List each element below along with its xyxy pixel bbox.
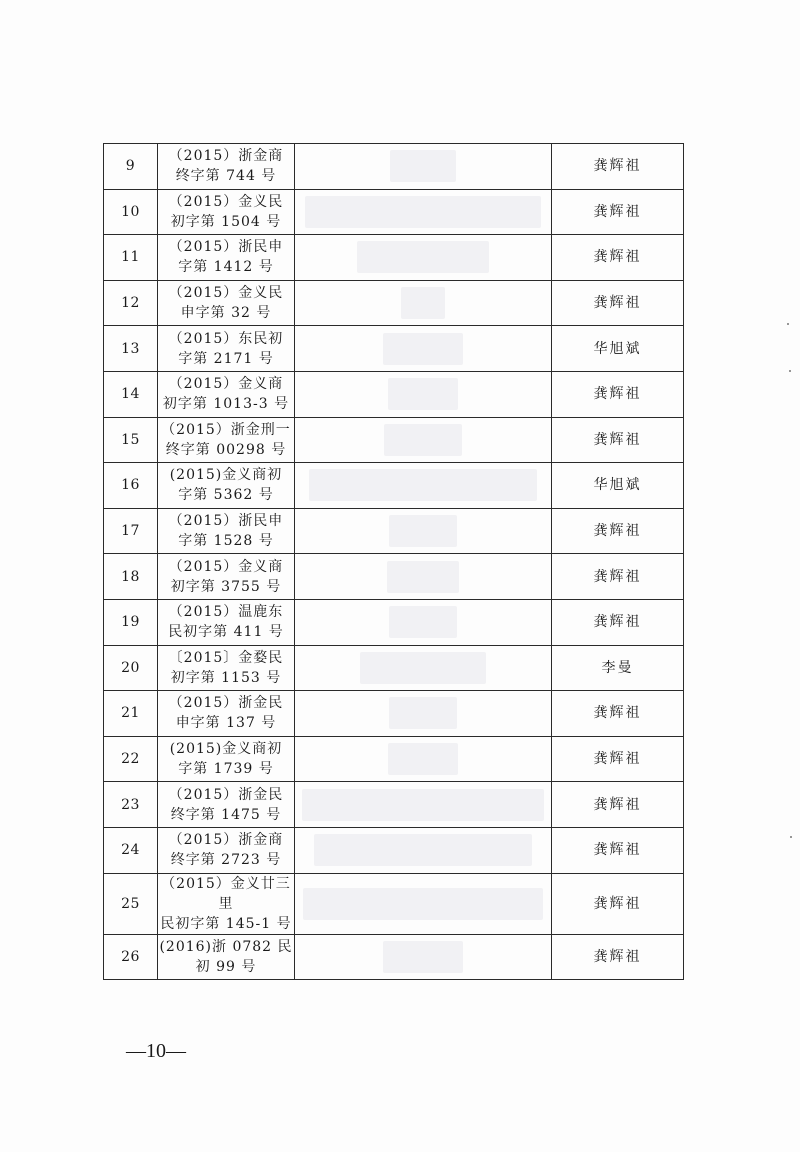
table-row — [104, 736, 684, 782]
row-number: 22 — [104, 736, 158, 782]
row-number: 10 — [104, 189, 158, 235]
judge-name: 龚辉祖 — [552, 371, 684, 417]
judge-name: 龚辉祖 — [552, 554, 684, 600]
redacted-party-cell — [295, 782, 552, 828]
table-row — [104, 782, 684, 828]
redacted-party-cell — [295, 645, 552, 691]
redacted-party-cell — [295, 463, 552, 509]
table-row — [104, 235, 684, 281]
row-number: 26 — [104, 934, 158, 980]
redacted-party-cell — [295, 934, 552, 980]
table-row — [104, 371, 684, 417]
judge-name: 龚辉祖 — [552, 144, 684, 190]
case-number: （2015）浙民申 字第 1412 号 — [158, 235, 295, 281]
case-number: （2015）浙金民 终字第 1475 号 — [158, 782, 295, 828]
case-number: （2015）浙金商 终字第 2723 号 — [158, 827, 295, 873]
row-number: 18 — [104, 554, 158, 600]
judge-name: 华旭斌 — [552, 463, 684, 509]
redacted-party-cell — [295, 144, 552, 190]
table-row — [104, 144, 684, 190]
page-number: —10— — [126, 1040, 186, 1062]
case-number: （2015）金义民 初字第 1504 号 — [158, 189, 295, 235]
row-number: 11 — [104, 235, 158, 281]
redaction-block — [314, 834, 532, 866]
judge-name: 龚辉祖 — [552, 873, 684, 934]
redaction-block — [384, 424, 462, 456]
row-number: 19 — [104, 599, 158, 645]
row-number: 13 — [104, 326, 158, 372]
redaction-block — [387, 561, 459, 593]
scan-speck — [787, 323, 789, 325]
redaction-block — [389, 697, 457, 729]
redaction-block — [305, 196, 541, 228]
redaction-block — [383, 941, 463, 973]
table-row — [104, 508, 684, 554]
redacted-party-cell — [295, 371, 552, 417]
redacted-party-cell — [295, 873, 552, 934]
redaction-block — [302, 789, 544, 821]
case-number: （2015）金义民 申字第 32 号 — [158, 280, 295, 326]
row-number: 12 — [104, 280, 158, 326]
redaction-block — [389, 515, 457, 547]
row-number: 20 — [104, 645, 158, 691]
row-number: 25 — [104, 873, 158, 934]
row-number: 9 — [104, 144, 158, 190]
judge-name: 龚辉祖 — [552, 782, 684, 828]
table-row — [104, 189, 684, 235]
redaction-block — [401, 287, 445, 319]
redacted-party-cell — [295, 827, 552, 873]
case-number: 〔2015〕金婺民 初字第 1153 号 — [158, 645, 295, 691]
redacted-party-cell — [295, 691, 552, 737]
case-number: （2015）浙金民 申字第 137 号 — [158, 691, 295, 737]
row-number: 23 — [104, 782, 158, 828]
table-row — [104, 280, 684, 326]
redacted-party-cell — [295, 736, 552, 782]
table-row — [104, 599, 684, 645]
table-row — [104, 873, 684, 934]
redaction-block — [360, 652, 486, 684]
case-number: （2015）金义商 初字第 1013-3 号 — [158, 371, 295, 417]
redacted-party-cell — [295, 280, 552, 326]
row-number: 17 — [104, 508, 158, 554]
row-number: 24 — [104, 827, 158, 873]
judge-name: 李曼 — [552, 645, 684, 691]
row-number: 16 — [104, 463, 158, 509]
table-row — [104, 554, 684, 600]
table-row — [104, 691, 684, 737]
case-table — [103, 143, 684, 980]
redacted-party-cell — [295, 326, 552, 372]
judge-name: 龚辉祖 — [552, 235, 684, 281]
table-row — [104, 645, 684, 691]
judge-name: 龚辉祖 — [552, 827, 684, 873]
judge-name: 龚辉祖 — [552, 508, 684, 554]
redaction-block — [303, 888, 543, 920]
judge-name: 龚辉祖 — [552, 417, 684, 463]
redaction-block — [389, 606, 457, 638]
redaction-block — [383, 333, 463, 365]
redacted-party-cell — [295, 554, 552, 600]
case-number: （2015）浙金商 终字第 744 号 — [158, 144, 295, 190]
table-row — [104, 417, 684, 463]
table-row — [104, 934, 684, 980]
redacted-party-cell — [295, 235, 552, 281]
case-number: （2015）温鹿东 民初字第 411 号 — [158, 599, 295, 645]
case-number: (2016)浙 0782 民 初 99 号 — [158, 934, 295, 980]
case-number: (2015)金义商初 字第 5362 号 — [158, 463, 295, 509]
row-number: 21 — [104, 691, 158, 737]
judge-name: 龚辉祖 — [552, 736, 684, 782]
redacted-party-cell — [295, 599, 552, 645]
case-number: （2015）金义廿三里 民初字第 145-1 号 — [158, 873, 295, 934]
redaction-block — [388, 743, 458, 775]
redaction-block — [390, 150, 456, 182]
table-row — [104, 463, 684, 509]
scan-speck — [790, 836, 792, 838]
redaction-block — [357, 241, 489, 273]
case-number: （2015）东民初 字第 2171 号 — [158, 326, 295, 372]
table-row — [104, 326, 684, 372]
case-number: （2015）浙民申 字第 1528 号 — [158, 508, 295, 554]
judge-name: 华旭斌 — [552, 326, 684, 372]
scan-speck — [789, 370, 791, 372]
judge-name: 龚辉祖 — [552, 599, 684, 645]
case-number: (2015)金义商初 字第 1739 号 — [158, 736, 295, 782]
judge-name: 龚辉祖 — [552, 934, 684, 980]
row-number: 15 — [104, 417, 158, 463]
redaction-block — [309, 469, 537, 501]
redacted-party-cell — [295, 508, 552, 554]
judge-name: 龚辉祖 — [552, 189, 684, 235]
redaction-block — [388, 378, 458, 410]
redacted-party-cell — [295, 417, 552, 463]
case-number: （2015）金义商 初字第 3755 号 — [158, 554, 295, 600]
judge-name: 龚辉祖 — [552, 280, 684, 326]
judge-name: 龚辉祖 — [552, 691, 684, 737]
case-number: （2015）浙金刑一 终字第 00298 号 — [158, 417, 295, 463]
table-row — [104, 827, 684, 873]
row-number: 14 — [104, 371, 158, 417]
redacted-party-cell — [295, 189, 552, 235]
